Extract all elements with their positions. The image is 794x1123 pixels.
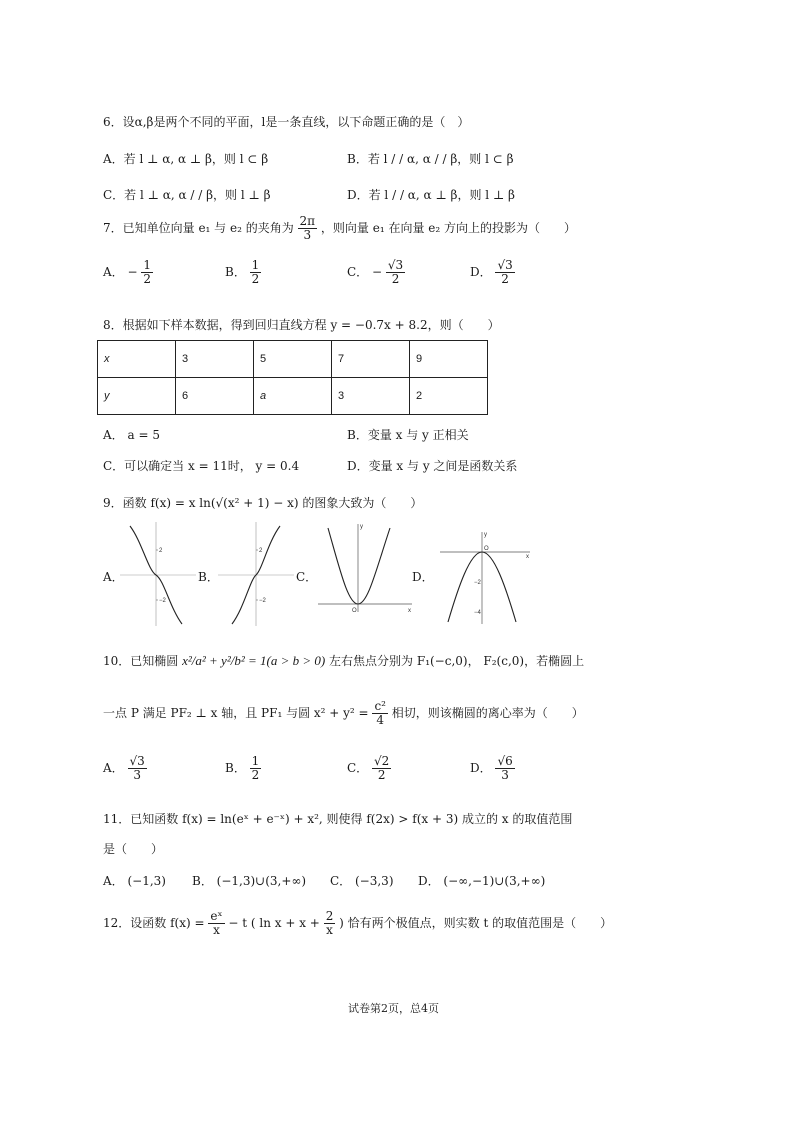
q9-option-c-label: C．: [296, 570, 318, 584]
q10-circle-num: c²: [374, 699, 386, 713]
table-cell: 9: [410, 341, 488, 378]
table-row-y: [98, 378, 488, 415]
q10-c-fraction: [372, 755, 391, 782]
q10-circle-fraction: [372, 700, 388, 727]
q10-stem-a: 10．已知椭圆: [103, 654, 179, 668]
q7-option-c: [347, 259, 405, 286]
q12-frac-den: x: [213, 923, 220, 938]
q10-stem-b: 左右焦点分别为 F₁(−c,0)， F₂(c,0)，若椭圆上: [329, 654, 585, 668]
q10-a-label: A．: [103, 761, 124, 776]
table-cell: x: [98, 341, 176, 378]
q8-stem: 8．根据如下样本数据，得到回归直线方程 y = −0.7x + 8.2，则（ ）: [103, 318, 500, 332]
q7-b-fraction: [250, 259, 262, 286]
q8-option-b: B．变量 x 与 y 正相关: [347, 428, 469, 442]
q6-option-d: D．若 l / / α, α ⊥ β，则 l ⊥ β: [347, 188, 515, 202]
q7-c-den: 2: [391, 272, 400, 287]
q10-c-num: √2: [374, 754, 390, 768]
q10-ellipse-eq: x²/a² + y²/b² = 1(a > b > 0): [182, 653, 326, 668]
q10-d-num: √6: [497, 754, 513, 768]
q7-b-num: 1: [251, 258, 260, 272]
table-cell: 5: [254, 341, 332, 378]
q10-circle-den: 4: [376, 713, 385, 728]
q10-c-label: C．: [347, 761, 369, 776]
q10-b-den: 2: [251, 768, 260, 783]
q8-option-c: C．可以确定当 x = 11时， y = 0.4: [103, 459, 300, 473]
q10-line1: [103, 652, 584, 669]
q9-option-d-label: D．: [412, 570, 434, 584]
q7-stem-a: 7．已知单位向量 e₁ 与 e₂ 的夹角为: [103, 221, 294, 236]
q8-option-d: D．变量 x 与 y 之间是函数关系: [347, 459, 518, 473]
q10-d-label: D．: [470, 761, 492, 776]
q7-a-label: A．: [103, 265, 124, 280]
q9-graph-c: [314, 520, 414, 614]
q7-d-label: D．: [470, 265, 492, 280]
q7-b-den: 2: [251, 272, 260, 287]
q7-c-label: C．: [347, 265, 369, 280]
q12-stem-b: ) 恰有两个极值点，则实数 t 的取值范围是（ ）: [339, 916, 613, 931]
q9-stem: 9．函数 f(x) = x ln(√(x² + 1) − x) 的图象大致为（ ）: [103, 496, 423, 510]
q12-stem-a: 12．设函数 f(x) =: [103, 916, 205, 931]
q10-d-den: 3: [501, 768, 509, 783]
q10-line2: [103, 700, 584, 727]
q10-a-num: √3: [129, 754, 145, 768]
q12-frac2-den: x: [326, 923, 333, 938]
q12-frac2-num: 2: [325, 909, 334, 923]
q11-stem-2: 是（ ）: [103, 842, 164, 856]
q9a-tick-2: 2: [159, 548, 163, 554]
q6-option-a: A．若 l ⊥ α, α ⊥ β，则 l ⊂ β: [103, 152, 269, 166]
table-cell: 3: [332, 378, 410, 415]
table-cell: a: [254, 378, 332, 415]
q7-angle-fraction: [298, 215, 318, 242]
q9d-tick-m4: −4: [474, 610, 481, 616]
q11-option-a: A． (−1,3): [103, 874, 166, 888]
q9d-origin: O: [484, 546, 489, 552]
q6-option-c: C．若 l ⊥ α, α / / β，则 l ⊥ β: [103, 188, 271, 202]
q8-option-a: A． a = 5: [103, 428, 160, 442]
q12-stem: [103, 910, 612, 937]
q9-option-a-label: A．: [103, 570, 124, 584]
q7-a-sign: −: [127, 265, 138, 280]
page-footer: 试卷第2页，总4页: [348, 1002, 439, 1015]
q6-stem: 6．设α,β是两个不同的平面，l是一条直线，以下命题正确的是（ ）: [103, 115, 470, 129]
q7-a-num: 1: [143, 258, 152, 272]
q9-graph-a: [120, 522, 196, 626]
q7-c-num: √3: [387, 258, 404, 272]
q7-c-sign: −: [372, 265, 383, 280]
q9c-origin: O: [352, 608, 357, 614]
q9d-axis-x: x: [526, 554, 529, 560]
q10-line2-a: 一点 P 满足 PF₂ ⊥ x 轴，且 PF₁ 与圆 x² + y² =: [103, 706, 369, 721]
q10-option-a: [103, 755, 147, 782]
q12-fraction-1: [208, 910, 224, 937]
q7-d-den: 2: [501, 272, 509, 287]
q10-option-d: [470, 755, 515, 782]
q9a-tick-m2: −2: [159, 598, 166, 604]
table-row-x: [98, 341, 488, 378]
q10-b-num: 1: [251, 754, 260, 768]
q7-a-den: 2: [143, 272, 152, 287]
q7-angle-den: 3: [303, 228, 312, 243]
q10-a-den: 3: [133, 768, 141, 783]
q7-option-a: [103, 259, 153, 286]
q11-stem: 11．已知函数 f(x) = ln(eˣ + e⁻ˣ) + x², 则使得 f(2x) > f(x + 3) 成立的 x 的取值范围: [103, 812, 573, 826]
q9-graph-d: [436, 528, 532, 626]
q7-stem-b: ，则向量 e₁ 在向量 e₂ 方向上的投影为（ ）: [320, 221, 576, 236]
q10-b-fraction: [250, 755, 262, 782]
q10-b-label: B．: [225, 761, 246, 776]
q7-a-fraction: [141, 259, 153, 286]
table-cell: 3: [176, 341, 254, 378]
q10-option-b: [225, 755, 261, 782]
table-cell: y: [98, 378, 176, 415]
q10-option-c: [347, 755, 391, 782]
q11-option-b: B． (−1,3)∪(3,+∞): [192, 874, 307, 888]
q11-option-d: D． (−∞,−1)∪(3,+∞): [418, 874, 546, 888]
q10-line2-b: 相切，则该椭圆的离心率为（ ）: [391, 706, 584, 721]
q6-option-b: B．若 l / / α, α / / β，则 l ⊂ β: [347, 152, 514, 166]
q9c-axis-x: x: [408, 608, 411, 614]
q7-b-label: B．: [225, 265, 246, 280]
q9-graph-b: [218, 522, 294, 626]
q10-a-fraction: [128, 755, 147, 782]
q9b-tick-2: 2: [259, 548, 263, 554]
table-cell: 2: [410, 378, 488, 415]
q7-c-fraction: [386, 259, 405, 286]
q9d-axis-y: y: [484, 532, 487, 538]
q12-fraction-2: [324, 910, 336, 937]
q9-option-b-label: B．: [198, 570, 219, 584]
q12-frac-num: eˣ: [210, 909, 223, 923]
q9b-tick-m2: −2: [259, 598, 266, 604]
q10-d-fraction: [495, 755, 514, 782]
q9d-tick-m2: −2: [474, 580, 481, 586]
q7-option-d: [470, 259, 515, 286]
table-cell: 6: [176, 378, 254, 415]
q7-stem: [103, 215, 576, 242]
table-cell: 7: [332, 341, 410, 378]
q12-stem-mid: − t ( ln x + x +: [228, 916, 320, 931]
q11-option-c: C． (−3,3): [330, 874, 394, 888]
q10-c-den: 2: [377, 768, 386, 783]
q8-data-table: [97, 340, 488, 415]
q9c-axis-y: y: [360, 524, 363, 530]
q7-option-b: [225, 259, 261, 286]
q7-d-fraction: [495, 259, 514, 286]
q7-d-num: √3: [497, 258, 513, 272]
q7-angle-num: 2π: [299, 214, 316, 228]
